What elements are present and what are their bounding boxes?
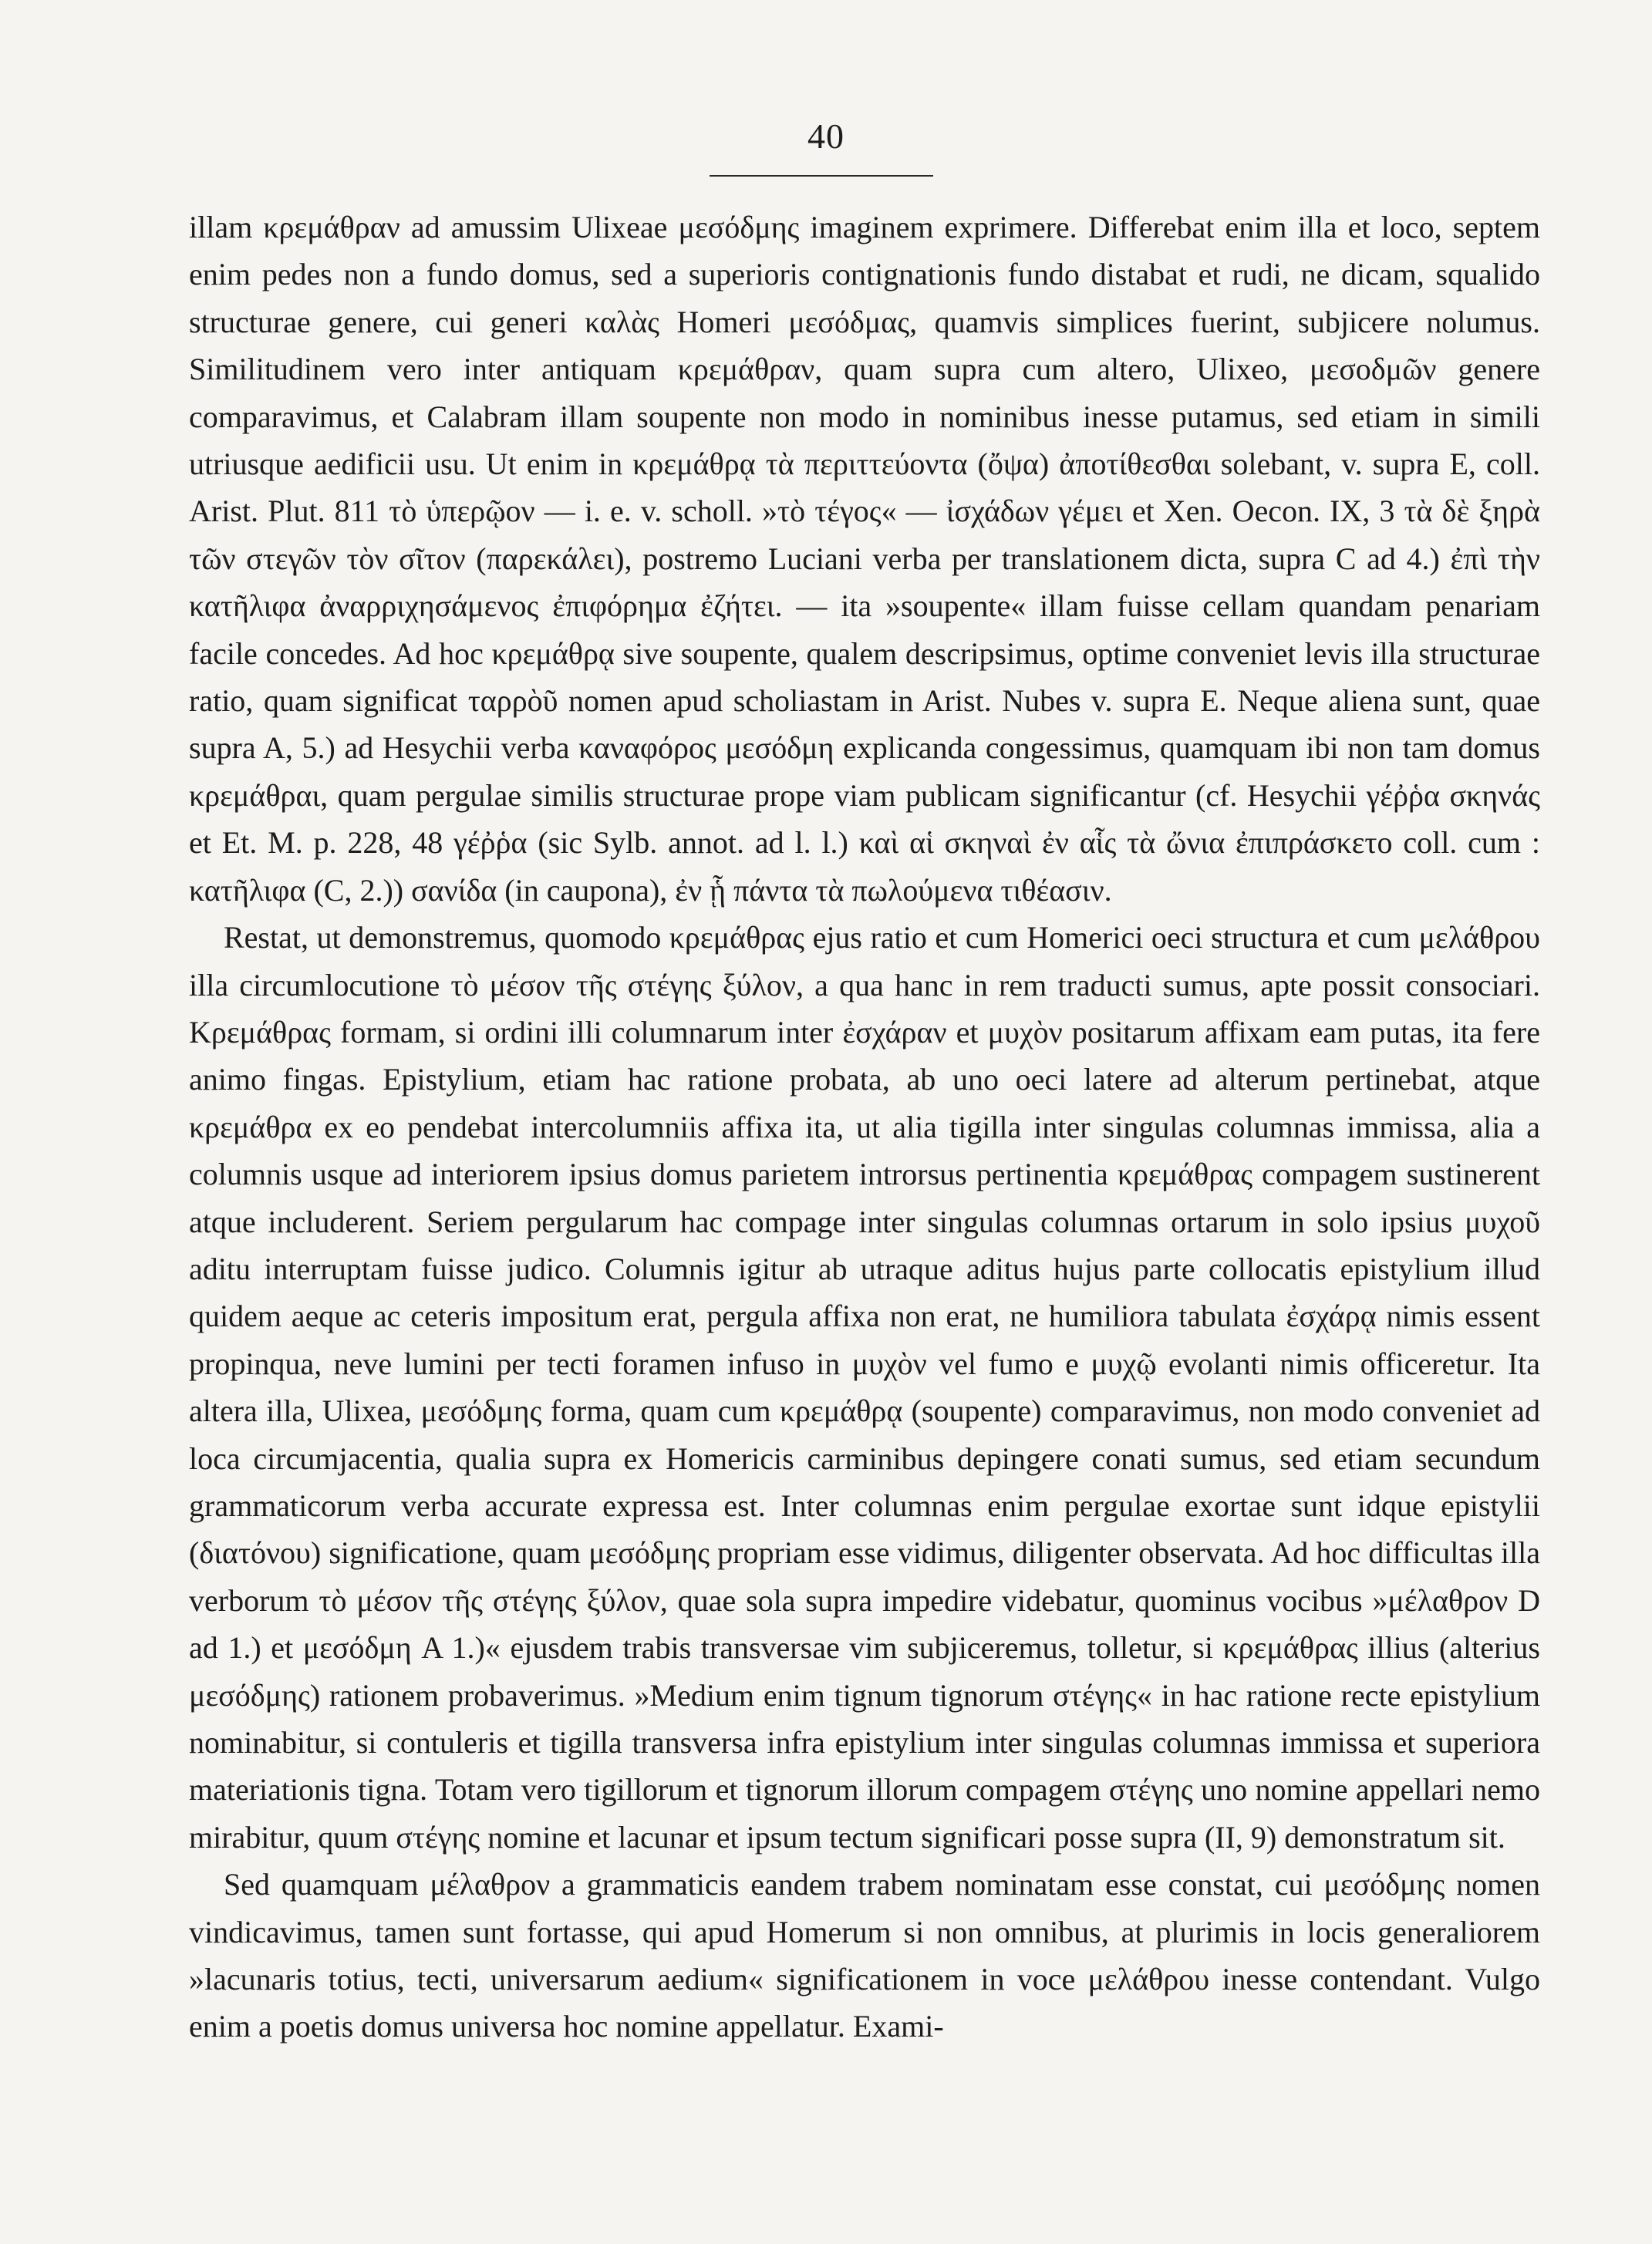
- paragraph-1: illam κρεμάθραν ad amussim Ulixeae μεσόδμης imaginem exprimere. Differebat enim illa et loco, septem enim pedes non a fundo domus, sed a superioris contignationis fundo distabat et rudi, ne dicam, squalido structurae genere, cui generi καλὰς Homeri μεσόδμας, quamvis simplices fuerint, subjicere nolumus. Similitudinem vero inter antiquam κρεμάθραν, quam supra cum altero, Ulixeo, μεσοδμῶν genere comparavimus, et Calabram illam soupente non modo in nominibus inesse putamus, sed etiam in simili utriusque aedificii usu. Ut enim in κρεμάθρᾳ τὰ περιττεύοντα (ὄψα) ἀποτίθεσθαι solebant, v. supra E, coll. Arist. Plut. 811 τὸ ὑπερῷον — i. e. v. scholl. »τὸ τέγος« — ἰσχάδων γέμει et Xen. Oecon. IX, 3 τὰ δὲ ξηρὰ τῶν στεγῶν τὸν σῖτον (παρεκάλει), postremo Luciani verba per translationem dicta, supra C ad 4.) ἐπὶ τὴν κατῆλιφα ἀναρριχησάμενος ἐπιφόρημα ἐζήτει. — ita »soupente« illam fuisse cellam quandam penariam facile concedes. Ad hoc κρεμάθρᾳ sive soupente, qualem descripsimus, optime conveniet levis illa structurae ratio, quam significat ταρρὸῦ nomen apud scholiastam in Arist. Nubes v. supra E. Neque aliena sunt, quae supra A, 5.) ad Hesychii verba καναφόρος μεσόδμη explicanda congessimus, quamquam ibi non tam domus κρεμάθραι, quam pergulae similis structurae prope viam publicam significantur (cf. Hesychii γέῤῥα σκηνάς et Et. M. p. 228, 48 γέῤῥα (sic Sylb. annot. ad l. l.) καὶ αἱ σκηναὶ ἐν αἷς τὰ ὤνια ἐπιπράσκετο coll. cum : κατῆλιφα (C, 2.)) σανίδα (in caupona), ἐν ᾗ πάντα τὰ πωλούμενα τιθέασιν.: [189, 210, 1540, 908]
- body-text: [189, 204, 1540, 2050]
- paragraph-2: Restat, ut demonstremus, quomodo κρεμάθρας ejus ratio et cum Homerici oeci structura et cum μελάθρου illa circumlocutione τὸ μέσον τῆς στέγης ξύλον, a qua hanc in rem traducti sumus, apte possit consociari. Κρεμάθρας formam, si ordini illi columnarum inter ἐσχάραν et μυχὸν positarum affixam eam putas, ita fere animo fingas. Epistylium, etiam hac ratione probata, ab uno oeci latere ad alterum pertinebat, atque κρεμάθρα ex eo pendebat intercolumniis affixa ita, ut alia tigilla inter singulas columnas immissa, alia a columnis usque ad interiorem ipsius domus parietem introrsus pertinentia κρεμάθρας compagem sustinerent atque includerent. Seriem pergularum hac compage inter singulas columnas ortarum in solo ipsius μυχοῦ aditu interruptam fuisse judico. Columnis igitur ab utraque aditus hujus parte collocatis epistylium illud quidem aeque ac ceteris impositum erat, pergula affixa non erat, ne humiliora tabulata ἐσχάρᾳ nimis essent propinqua, neve lumini per tecti foramen infuso in μυχὸν vel fumo e μυχῷ evolanti nimis officeretur. Ita altera illa, Ulixea, μεσόδμης forma, quam cum κρεμάθρᾳ (soupente) comparavimus, non modo conveniet ad loca circumjacentia, qualia supra ex Homericis carminibus depingere conati sumus, sed etiam secundum grammaticorum verba accurate expressa est. Inter columnas enim pergulae exortae sunt idque epistylii (διατόνου) significatione, quam μεσόδμης propriam esse vidimus, diligenter observata. Ad hoc difficultas illa verborum τὸ μέσον τῆς στέγης ξύλον, quae sola supra impedire videbatur, quominus vocibus »μέλαθρον D ad 1.) et μεσόδμη A 1.)« ejusdem trabis transversae vim subjiceremus, tolletur, si κρεμάθρας illius (alterius μεσόδμης) rationem probaverimus. »Medium enim tignum tignorum στέγης« in hac ratione recte epistylium nominabitur, si contuleris et tigilla transversa infra epistylium inter singulas columnas immissa et superiora materiationis tigna. Totam vero tigillorum et tignorum illorum compagem στέγης uno nomine appellari nemo mirabitur, quum στέγης nomine et lacunar et ipsum tectum significari posse supra (II, 9) demonstratum sit.: [189, 920, 1540, 1855]
- page-number: 40: [807, 116, 845, 156]
- header-rule: [710, 175, 933, 177]
- paragraph-3: Sed quamquam μέλαθρον a grammaticis eandem trabem nominatam esse constat, cui μεσόδμης nomen vindicavimus, tamen sunt fortasse, qui apud Homerum si non omnibus, at plurimis in locis generaliorem »lacunaris totius, tecti, universarum aedium« significationem in voce μελάθρου inesse contendant. Vulgo enim a poetis domus universa hoc nomine appellatur. Exami-: [189, 1867, 1540, 2044]
